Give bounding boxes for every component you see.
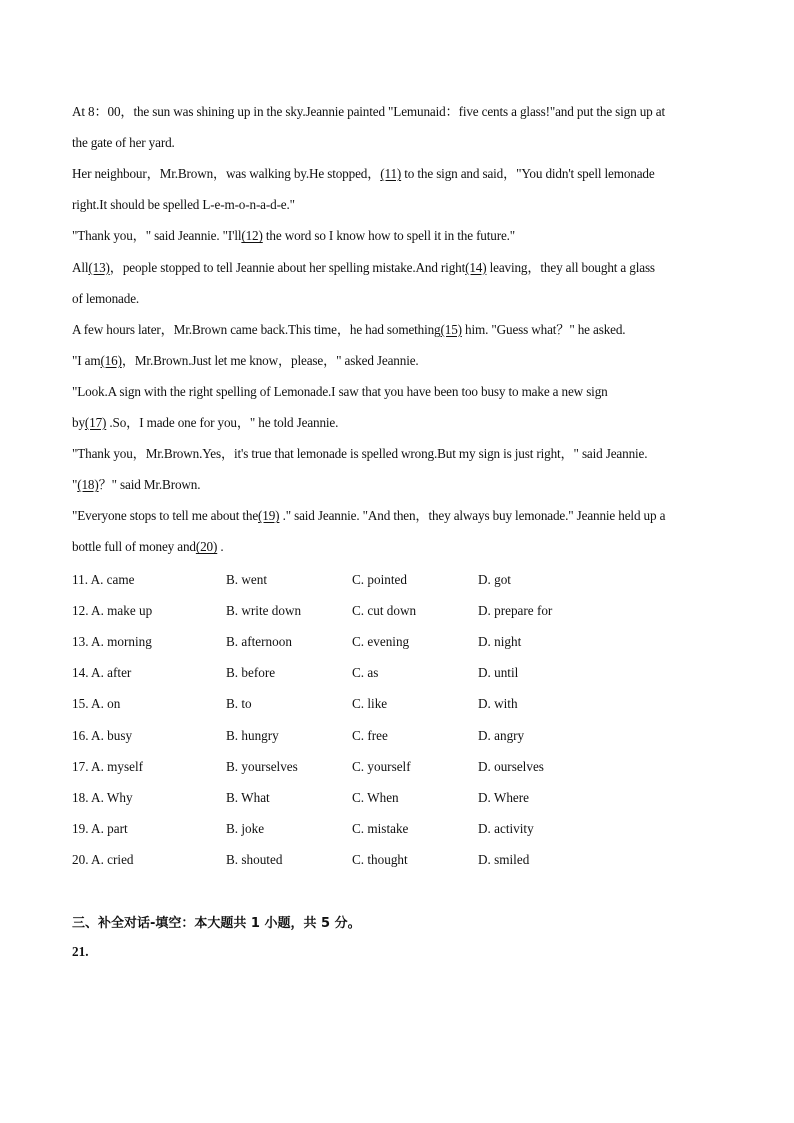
- option-a: 16. A. busy: [72, 727, 133, 743]
- passage-line: [72, 319, 625, 341]
- option-c: C. yourself: [352, 758, 411, 774]
- option-b: B. to: [226, 696, 252, 712]
- option-c: C. as: [352, 665, 379, 681]
- passage-line: [72, 101, 665, 123]
- question-row: [72, 756, 724, 778]
- option-c: C. evening: [352, 634, 410, 650]
- option-d: D. night: [478, 634, 522, 650]
- passage-text: of lemonade.: [72, 290, 140, 306]
- passage-text: leaving，they all bought a glass: [486, 259, 655, 275]
- blank-number: (13): [88, 259, 110, 275]
- option-c: C. free: [352, 727, 388, 743]
- option-d: D. with: [478, 696, 518, 712]
- option-b: B. shouted: [226, 851, 283, 867]
- passage-text: bottle full of money and: [72, 539, 196, 555]
- option-b: B. What: [226, 789, 270, 805]
- blank-number: (19): [258, 508, 280, 524]
- passage-line: [72, 225, 515, 247]
- passage-line: [72, 132, 175, 154]
- question-row: [72, 662, 724, 684]
- passage-text: him. "Guess what？" he asked.: [461, 321, 626, 337]
- blank-number: (15): [440, 321, 462, 337]
- question-row: [72, 569, 724, 591]
- option-d: D. prepare for: [478, 603, 553, 619]
- passage-line: [72, 350, 419, 372]
- blank-number: (17): [84, 415, 107, 430]
- option-b: B. hungry: [226, 727, 279, 743]
- question-row: [72, 818, 724, 840]
- passage-text: ": [72, 477, 78, 493]
- option-a: 19. A. part: [72, 820, 128, 836]
- option-b: B. went: [226, 572, 268, 587]
- option-d: D. smiled: [478, 851, 530, 867]
- passage-text: by: [72, 415, 85, 430]
- passage-text: the gate of her yard.: [72, 135, 175, 151]
- passage-line: [72, 505, 665, 527]
- passage-text: "Thank you，Mr.Brown.Yes，it's true that lemonade is spelled wrong.But my sign is just right，" said Jeannie.: [72, 446, 648, 462]
- passage-line: [72, 536, 224, 558]
- question-row: [72, 849, 724, 871]
- option-d: D. until: [478, 665, 519, 681]
- option-c: C. like: [352, 696, 388, 712]
- passage-text: A few hours later，Mr.Brown came back.This time，he had something: [72, 321, 441, 337]
- blank-number: (14): [465, 259, 487, 275]
- question-row: [72, 787, 724, 809]
- option-d: D. activity: [478, 820, 534, 836]
- option-a: 15. A. on: [72, 696, 121, 712]
- option-a: 14. A. after: [72, 665, 132, 681]
- blank-number: (16): [100, 352, 122, 368]
- question-row: [72, 600, 724, 622]
- passage-line: [72, 381, 608, 403]
- option-c: C. pointed: [352, 572, 407, 587]
- option-b: B. yourselves: [226, 758, 298, 774]
- passage-text: Her neighbour，Mr.Brown，was walking by.He stopped，: [72, 166, 381, 182]
- option-a: 12. A. make up: [72, 603, 153, 619]
- passage-text: .So，I made one for you，" he told Jeannie.: [106, 415, 339, 430]
- passage-text: the word so I know how to spell it in the future.": [262, 228, 516, 244]
- option-a: 17. A. myself: [72, 758, 144, 774]
- passage-text: right.It should be spelled L-e-m-o-n-a-d-e.": [72, 197, 295, 213]
- passage-text: "Look.A sign with the right spelling of Lemonade.I saw that you have been too busy to make a new sign: [72, 383, 608, 399]
- passage-text: At 8：00，the sun was shining up in the sky.Jeannie painted "Lemunaid：five cents a glass!"and put the sign up at: [72, 104, 665, 119]
- passage-line: [72, 257, 655, 279]
- passage-text: "Everyone stops to tell me about the: [72, 508, 259, 524]
- option-a: 18. A. Why: [72, 789, 133, 805]
- passage-text: "I am: [72, 352, 101, 368]
- option-c: C. When: [352, 789, 399, 805]
- passage-text: ，Mr.Brown.Just let me know，please，" asked Jeannie.: [121, 352, 419, 368]
- passage-line: [72, 412, 338, 434]
- option-c: C. mistake: [352, 820, 409, 836]
- passage-text: ？" said Mr.Brown.: [98, 477, 201, 493]
- passage-text: "Thank you，" said Jeannie. "I'll: [72, 228, 242, 244]
- question-row: [72, 725, 724, 747]
- question-row: [72, 693, 724, 715]
- option-d: D. angry: [478, 727, 525, 743]
- option-a: 13. A. morning: [72, 634, 152, 650]
- passage-line: [72, 288, 139, 310]
- blank-number: (12): [241, 228, 263, 244]
- section-heading: 三、补全对话-填空：本大题共 1 小题，共 5 分。: [72, 916, 361, 931]
- passage-line: [72, 194, 295, 216]
- option-d: D. Where: [478, 789, 530, 805]
- passage-line: [72, 163, 655, 185]
- option-a: 20. A. cried: [72, 851, 134, 867]
- passage-line: [72, 443, 647, 465]
- option-d: D. got: [478, 572, 511, 587]
- option-c: C. cut down: [352, 603, 417, 619]
- option-b: B. joke: [226, 820, 265, 836]
- passage-text: ." said Jeannie. "And then，they always buy lemonade." Jeannie held up a: [279, 508, 666, 524]
- blank-number: (20): [195, 539, 218, 555]
- passage-text: .: [217, 539, 224, 555]
- passage-text: All: [72, 259, 89, 275]
- blank-number: (18): [77, 477, 99, 493]
- question-row: [72, 631, 724, 653]
- option-a: 11. A. came: [72, 572, 135, 587]
- option-b: B. afternoon: [226, 634, 292, 650]
- passage-text: ，people stopped to tell Jeannie about her spelling mistake.And right: [109, 259, 466, 275]
- question-21-number: 21.: [72, 944, 89, 959]
- passage-text: to the sign and said，"You didn't spell lemonade: [401, 166, 655, 182]
- option-c: C. thought: [352, 851, 408, 867]
- blank-number: (11): [380, 166, 402, 182]
- option-b: B. write down: [226, 603, 302, 619]
- passage-line: [72, 474, 200, 496]
- option-b: B. before: [226, 665, 276, 681]
- option-d: D. ourselves: [478, 758, 544, 774]
